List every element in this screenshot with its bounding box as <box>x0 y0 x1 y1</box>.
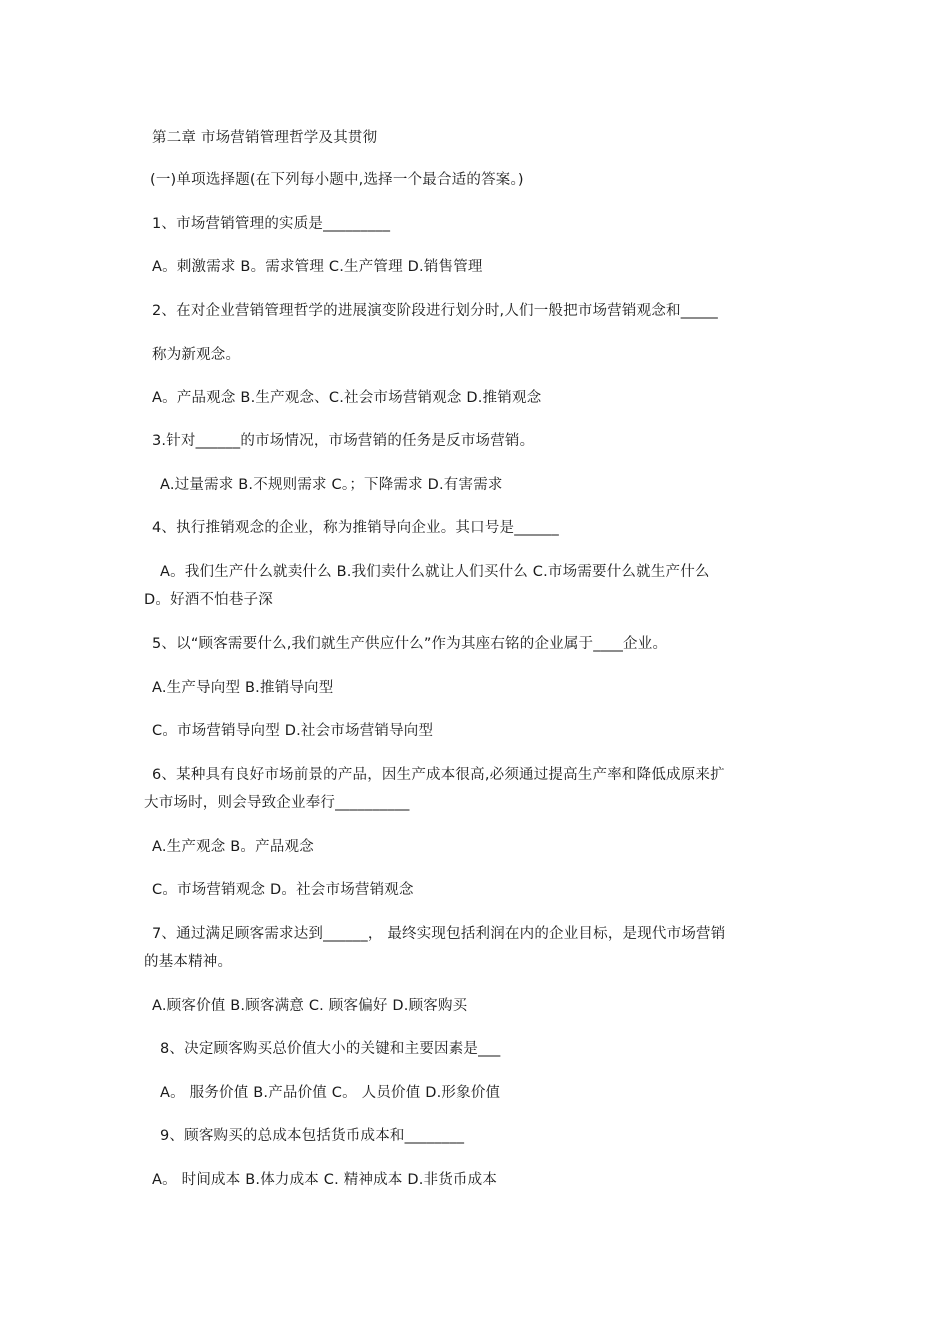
question-2-stem-continued: 称为新观念。 <box>152 347 241 363</box>
section-title: (一)单项选择题(在下列每小题中,选择一个最合适的答案。) <box>150 172 524 188</box>
question-2-options: A。产品观念 B.生产观念、C.社会市场营销观念 D.推销观念 <box>152 390 542 406</box>
question-4-stem: 4、执行推销观念的企业，称为推销导向企业。其口号是______ <box>152 520 559 536</box>
chapter-title: 第二章 市场营销管理哲学及其贯彻 <box>152 130 378 146</box>
question-1-stem: 1、市场营销管理的实质是_________ <box>152 216 391 232</box>
question-6-stem: 6、某种具有良好市场前景的产品，因生产成本很高,必须通过提高生产率和降低成原来扩 <box>152 767 725 783</box>
question-8-options: A。 服务价值 B.产品价值 C。 人员价值 D.形象价值 <box>160 1085 501 1101</box>
question-3-options: A.过量需求 B.不规则需求 C。；下降需求 D.有害需求 <box>160 477 503 493</box>
question-7-options: A.顾客价值 B.顾客满意 C. 顾客偏好 D.顾客购买 <box>152 998 468 1014</box>
question-8-stem: 8、决定顾客购买总价值大小的关键和主要因素是___ <box>160 1041 501 1057</box>
question-6-options-continued: C。市场营销观念 D。社会市场营销观念 <box>152 882 414 898</box>
question-2-stem: 2、在对企业营销管理哲学的进展演变阶段进行划分时,人们一般把市场营销观念和_____ <box>152 303 718 319</box>
question-5-stem: 5、以“顾客需要什么,我们就生产供应什么”作为其座右铭的企业属于____企业。 <box>152 636 668 652</box>
question-4-options: A。我们生产什么就卖什么 B.我们卖什么就让人们买什么 C.市场需要什么就生产什么 <box>160 564 710 580</box>
question-5-options: A.生产导向型 B.推销导向型 <box>152 680 334 696</box>
question-6-options: A.生产观念 B。产品观念 <box>152 839 314 855</box>
question-6-stem-continued: 大市场时，则会导致企业奉行__________ <box>144 795 410 811</box>
question-7-stem-continued: 的基本精神。 <box>144 954 233 970</box>
question-5-options-continued: C。市场营销导向型 D.社会市场营销导向型 <box>152 723 434 739</box>
question-1-options: A。刺激需求 B。需求管理 C.生产管理 D.销售管理 <box>152 259 483 275</box>
question-4-options-continued: D。好酒不怕巷子深 <box>144 592 273 608</box>
question-9-options: A。 时间成本 B.体力成本 C. 精神成本 D.非货币成本 <box>152 1172 498 1188</box>
question-3-stem: 3.针对______的市场情况，市场营销的任务是反市场营销。 <box>152 433 535 449</box>
question-9-stem: 9、顾客购买的总成本包括货币成本和________ <box>160 1128 465 1144</box>
question-7-stem: 7、通过满足顾客需求达到______， 最终实现包括利润在内的企业目标，是现代市场营销 <box>152 926 726 942</box>
